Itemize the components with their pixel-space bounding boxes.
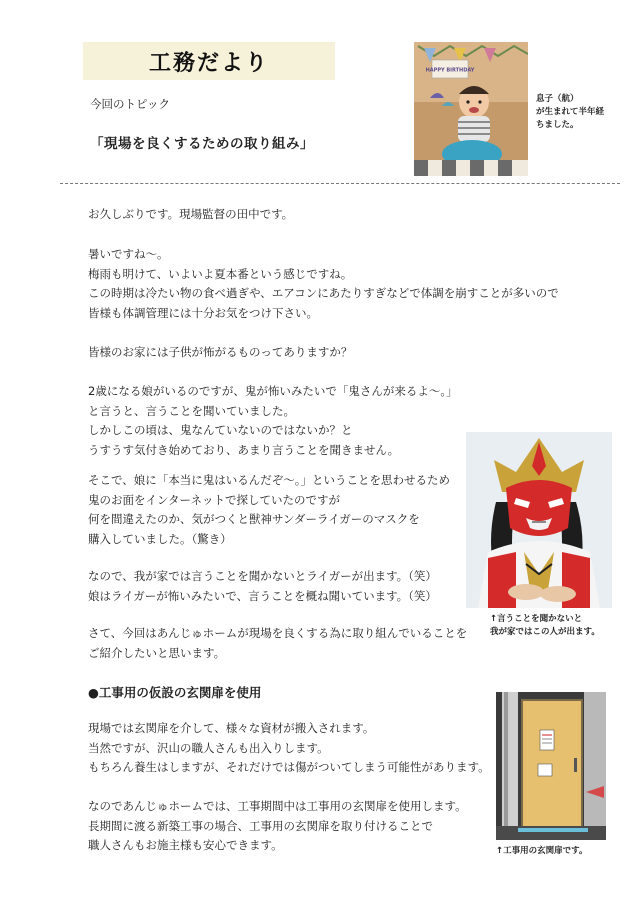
paragraph: [88, 343, 352, 363]
topic-label: 今回のトピック: [90, 97, 171, 111]
text-line: なので、我が家では言うことを聞かないとライガーが出ます。（笑）: [88, 569, 437, 583]
text-line: 暑いですね～。: [88, 247, 169, 261]
page-title: 工務だより: [148, 50, 269, 76]
paragraph: [88, 719, 490, 778]
baby-photo: [414, 42, 528, 176]
text-line: 現場では玄関扉を介して、様々な資材が搬入されます。: [88, 721, 375, 735]
paragraph: [88, 624, 467, 663]
paragraph: [88, 205, 293, 225]
paragraph: [88, 471, 450, 549]
text-line: 2歳になる娘がいるのですが、鬼が怖いみたいで「鬼さんが来るよ～。」: [88, 384, 458, 398]
text-line: なのであんじゅホームでは、工事期間中は工事用の玄関扉を使用します。: [88, 799, 467, 813]
caption-line: 息子（航）: [536, 94, 579, 104]
caption-line: が生まれて半年経: [536, 107, 605, 117]
text-line: 何を間違えたのか、気がつくと獣神サンダーライガーのマスクを: [88, 512, 420, 527]
text-line: お久しぶりです。現場監督の田中です。: [88, 207, 294, 221]
text-line: 長期間に渡る新築工事の場合、工事用の玄関扉を取り付けることで: [88, 818, 433, 833]
paragraph: [88, 382, 458, 460]
baby-photo-caption: [536, 93, 604, 132]
mask-photo-caption: [490, 613, 600, 639]
paragraph: [88, 245, 559, 323]
paragraph: [88, 567, 437, 606]
text-line: ご紹介したいと思います。: [88, 645, 226, 660]
text-line: 鬼のお面をインターネットで探していたのですが: [88, 492, 340, 507]
text-line: そこで、娘に「本当に鬼はいるんだぞ～。」ということを思わせるため: [88, 473, 451, 487]
title-banner: [83, 42, 335, 80]
caption-line: ちました。: [536, 120, 579, 130]
text-line: 皆様のお家には子供が怖がるものってありますか？: [88, 345, 353, 359]
door-photo: [496, 692, 606, 840]
section-divider: [60, 183, 620, 184]
topic-title: 「現場を良くするための取り組み」: [90, 136, 314, 152]
door-photo-caption: ↑工事用の玄関扉です。: [496, 846, 588, 856]
text-line: と言うと、言うことを聞いていました。: [88, 403, 295, 418]
text-line: 娘はライガーが怖いみたいで、言うことを概ね聞いています。（笑）: [88, 588, 437, 603]
caption-line: ↑言うことを聞かないと: [490, 614, 583, 624]
mask-photo: [466, 432, 612, 608]
text-line: 職人さんもお施主様も安心できます。: [88, 838, 283, 853]
text-line: 当然ですが、沢山の職人さんも出入りします。: [88, 740, 329, 755]
text-line: しかしこの頃は、鬼なんていないのではないか？と: [88, 423, 353, 438]
text-line: さて、今回はあんじゅホームが現場を良くする為に取り組んでいることを: [88, 626, 468, 640]
birthday-banner-text: HAPPY BIRTHDAY: [425, 67, 475, 74]
text-line: 購入していました。（驚き）: [88, 531, 232, 546]
text-line: この時期は冷たい物の食べ過ぎや、エアコンにあたりすぎなどで体調を崩すことが多いので: [88, 286, 559, 301]
text-line: 梅雨も明けて、いよいよ夏本番という感じですね。: [88, 266, 353, 281]
paragraph: [88, 797, 467, 856]
text-line: うすうす気付き始めており、あまり言うことを聞きません。: [88, 442, 400, 457]
text-line: もちろん養生はしますが、それだけでは傷がついてしまう可能性があります。: [88, 760, 490, 775]
caption-line: 我が家ではこの人が出ます。: [490, 627, 600, 637]
section-heading: ●工事用の仮設の玄関扉を使用: [88, 685, 262, 700]
text-line: 皆様も体調管理には十分お気をつけ下さい。: [88, 305, 318, 320]
